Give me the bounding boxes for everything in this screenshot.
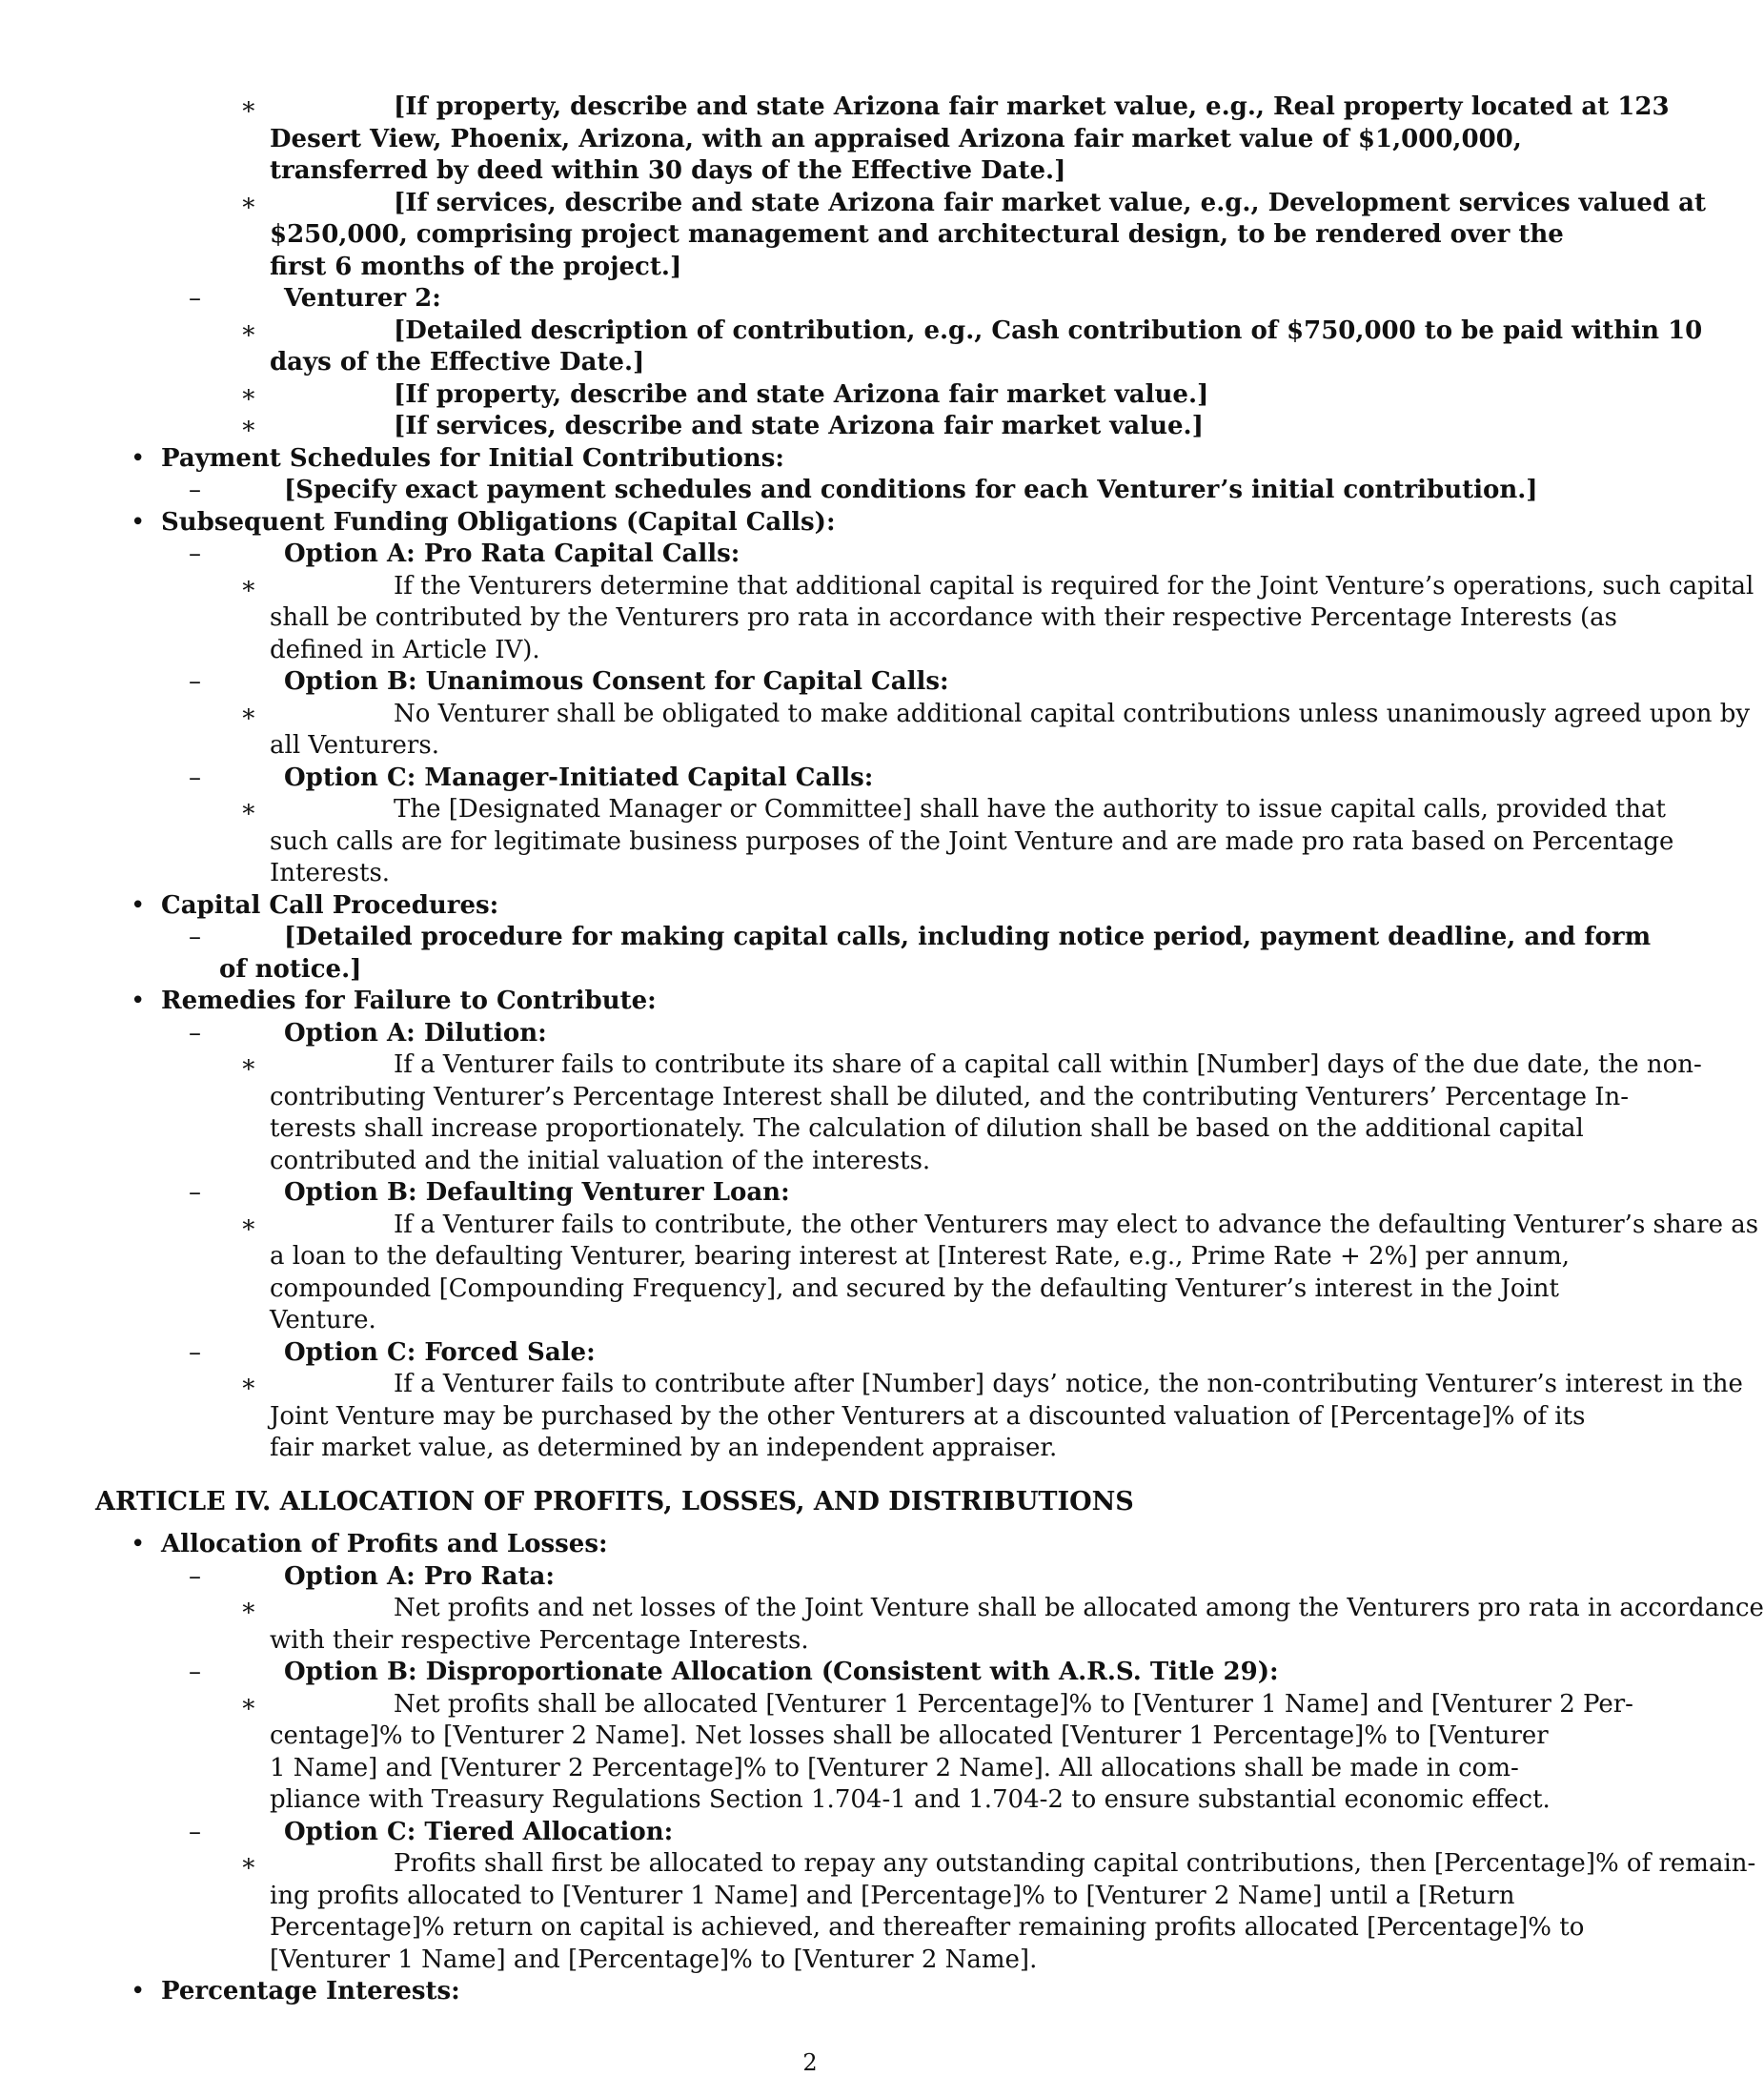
item-text: with their respective Percentage Interests. xyxy=(270,1625,809,1655)
item-text: Option C: Manager-Initiated Capital Calls: xyxy=(284,763,874,792)
list-item xyxy=(95,1177,1525,1210)
item-text: Venturer 2: xyxy=(284,284,441,313)
page-number: 2 xyxy=(802,2049,818,2076)
list-item xyxy=(95,1369,1743,1401)
item-text: Option A: Pro Rata: xyxy=(284,1561,555,1591)
dash-marker: – xyxy=(189,667,201,696)
item-text: [Detailed procedure for making capital calls, including notice period, payment deadline, and form xyxy=(284,923,1652,951)
bullet-marker: • xyxy=(131,507,146,537)
item-text: contributed and the initial valuation of the interests. xyxy=(270,1146,931,1175)
item-text: a loan to the defaulting Venturer, bearing interest at [Interest Rate, e.g., Prime Rate + 2%] per annum, xyxy=(270,1242,1571,1271)
item-text: Joint Venture may be purchased by the other Venturers at a discounted valuation of [Percentage]% of its xyxy=(270,1401,1586,1431)
list-item xyxy=(95,1561,1525,1594)
dash-marker: – xyxy=(189,540,201,568)
dash-marker: – xyxy=(189,763,201,792)
item-text: first 6 months of the project.] xyxy=(270,252,682,281)
list-item xyxy=(95,1976,1525,2008)
item-text: fair market value, as determined by an independent appraiser. xyxy=(270,1434,1058,1462)
item-text: ing profits allocated to [Venturer 1 Name] and [Percentage]% to [Venturer 2 Name] until a [Return xyxy=(270,1881,1515,1910)
item-text: terests shall increase proportionately. The calculation of dilution shall be based on the additional capital xyxy=(270,1114,1584,1143)
item-text: [Venturer 1 Name] and [Percentage]% to [Venturer 2 Name]. xyxy=(270,1944,1038,1974)
bullet-marker: • xyxy=(131,443,146,473)
item-text: If the Venturers determine that additional capital is required for the Joint Venture’s operations, such capital xyxy=(394,571,1754,601)
item-text: Percentage]% return on capital is achieved, and thereafter remaining profits allocated [Percentage]% to xyxy=(270,1913,1585,1942)
list-item xyxy=(95,411,1525,443)
article-heading: ARTICLE IV. ALLOCATION OF PROFITS, LOSSES, AND DISTRIBUTIONS xyxy=(95,1486,1134,1517)
list-item xyxy=(95,92,1670,124)
item-text: Profits shall first be allocated to repay any outstanding capital contributions, then [Percentage]% of remain- xyxy=(394,1849,1756,1878)
dash-marker: – xyxy=(189,1658,201,1686)
item-text: centage]% to [Venturer 2 Name]. Net losses shall be allocated [Venturer 1 Percentage]% to [Venturer xyxy=(270,1721,1549,1750)
star-marker: ∗ xyxy=(240,571,257,601)
item-text: Net profits and net losses of the Joint Venture shall be allocated among the Venturers pro rata in accordance xyxy=(394,1594,1764,1622)
item-text: If a Venturer fails to contribute after [Number] days’ notice, the non-contributing Venturer’s interest in the xyxy=(394,1370,1743,1398)
list-item xyxy=(95,1529,1525,1561)
list-item xyxy=(95,1210,1759,1242)
list-item xyxy=(95,890,1525,923)
star-marker: ∗ xyxy=(240,795,257,824)
list-item xyxy=(95,1848,1756,1881)
list-item xyxy=(95,1689,1633,1721)
item-text: shall be contributed by the Venturers pro rata in accordance with their respective Percentage Interests (as xyxy=(270,603,1617,632)
bullet-marker: • xyxy=(131,1530,146,1558)
item-text: Net profits shall be allocated [Venturer 1 Percentage]% to [Venturer 1 Name] and [Venturer 2 Per- xyxy=(394,1689,1633,1719)
star-marker: ∗ xyxy=(240,1689,257,1719)
list-item xyxy=(95,475,1538,507)
list-item xyxy=(95,443,1525,476)
dash-marker: – xyxy=(189,1018,201,1048)
item-text: Option A: Dilution: xyxy=(284,1018,547,1048)
item-text: [If property, describe and state Arizona fair market value, e.g., Real property located at 123 xyxy=(394,92,1670,121)
list-item xyxy=(95,507,1525,540)
star-marker: ∗ xyxy=(240,1050,257,1079)
item-text: Percentage Interests: xyxy=(161,1977,460,2005)
dash-marker: – xyxy=(189,1561,201,1591)
item-text: No Venturer shall be obligated to make additional capital contributions unless unanimously agreed upon by xyxy=(394,699,1751,728)
list-item xyxy=(95,1657,1525,1689)
dash-marker: – xyxy=(189,284,201,313)
list-item xyxy=(95,794,1666,826)
item-text: Desert View, Phoenix, Arizona, with an appraised Arizona fair market value of $1,000,000, xyxy=(270,124,1522,153)
item-text: defined in Article IV). xyxy=(270,635,540,664)
bullet-marker: • xyxy=(131,987,146,1015)
star-marker: ∗ xyxy=(240,412,257,440)
dash-marker: – xyxy=(189,1178,201,1207)
dash-marker: – xyxy=(189,923,201,951)
list-item xyxy=(95,986,1525,1018)
item-text: pliance with Treasury Regulations Section 1.704-1 and 1.704-2 to ensure substantial economic effect. xyxy=(270,1785,1551,1814)
list-item xyxy=(95,763,1525,795)
dash-marker: – xyxy=(189,1337,201,1367)
item-text: such calls are for legitimate business purposes of the Joint Venture and are made pro rata based on Percentage xyxy=(270,826,1674,856)
item-text: $250,000, comprising project management and architectural design, to be rendered over the xyxy=(270,220,1564,249)
list-item xyxy=(95,666,1525,699)
item-text: [If services, describe and state Arizona fair market value.] xyxy=(394,412,1204,440)
item-text: [If services, describe and state Arizona fair market value, e.g., Development services valued at xyxy=(394,188,1707,217)
list-item xyxy=(95,1337,1525,1370)
list-item xyxy=(95,1049,1702,1082)
item-text: If a Venturer fails to contribute its share of a capital call within [Number] days of the due date, the non- xyxy=(394,1050,1702,1079)
item-text: Option B: Disproportionate Allocation (Consistent with A.R.S. Title 29): xyxy=(284,1658,1279,1686)
item-text: contributing Venturer’s Percentage Interest shall be diluted, and the contributing Venturers’ Percentage In- xyxy=(270,1082,1630,1111)
item-text: Remedies for Failure to Contribute: xyxy=(161,987,657,1015)
list-item xyxy=(95,1593,1764,1625)
list-item xyxy=(95,571,1754,603)
list-item xyxy=(95,539,1525,571)
list-item xyxy=(95,922,1652,954)
list-item xyxy=(95,188,1707,220)
bullet-marker: • xyxy=(131,1977,146,2005)
item-text: If a Venturer fails to contribute, the other Venturers may elect to advance the defaulting Venturer’s share as xyxy=(394,1210,1759,1239)
star-marker: ∗ xyxy=(240,1370,257,1398)
item-text: [Detailed description of contribution, e.g., Cash contribution of $750,000 to be paid within 10 xyxy=(394,316,1703,345)
star-marker: ∗ xyxy=(240,316,257,345)
item-text: Option C: Forced Sale: xyxy=(284,1337,596,1367)
item-text: Subsequent Funding Obligations (Capital Calls): xyxy=(161,507,836,537)
star-marker: ∗ xyxy=(240,1594,257,1622)
item-text: Option B: Unanimous Consent for Capital Calls: xyxy=(284,667,949,696)
star-marker: ∗ xyxy=(240,699,257,728)
item-text: Payment Schedules for Initial Contributions: xyxy=(161,443,784,473)
star-marker: ∗ xyxy=(240,1210,257,1239)
item-text: Option C: Tiered Allocation: xyxy=(284,1817,674,1846)
item-text: The [Designated Manager or Committee] shall have the authority to issue capital calls, provided that xyxy=(394,795,1666,824)
item-text: [If property, describe and state Arizona fair market value.] xyxy=(394,379,1209,409)
star-marker: ∗ xyxy=(240,92,257,121)
star-marker: ∗ xyxy=(240,379,257,409)
item-text: Capital Call Procedures: xyxy=(161,890,499,920)
list-item xyxy=(95,283,1525,316)
item-text: [Specify exact payment schedules and conditions for each Venturer’s initial contribution.] xyxy=(284,476,1538,504)
list-item xyxy=(95,1018,1525,1050)
item-text: of notice.] xyxy=(219,954,362,984)
document-page xyxy=(95,92,1764,2008)
item-text: days of the Effective Date.] xyxy=(270,348,645,377)
item-text: transferred by deed within 30 days of the Effective Date.] xyxy=(270,156,1066,185)
star-marker: ∗ xyxy=(240,1849,257,1878)
item-text: Option B: Defaulting Venturer Loan: xyxy=(284,1178,790,1207)
list-item xyxy=(95,1817,1525,1849)
dash-marker: – xyxy=(189,476,201,504)
item-text: Allocation of Profits and Losses: xyxy=(161,1530,608,1558)
item-text: all Venturers. xyxy=(270,731,439,760)
item-text: compounded [Compounding Frequency], and secured by the defaulting Venturer’s interest in the Joint xyxy=(270,1273,1559,1303)
item-text: Interests. xyxy=(270,859,391,887)
list-item xyxy=(95,316,1703,348)
dash-marker: – xyxy=(189,1817,201,1846)
item-text: 1 Name] and [Venturer 2 Percentage]% to [Venturer 2 Name]. All allocations shall be made in com- xyxy=(270,1753,1519,1782)
star-marker: ∗ xyxy=(240,188,257,217)
list-item xyxy=(95,379,1525,412)
item-text: Option A: Pro Rata Capital Calls: xyxy=(284,540,740,568)
item-text: Venture. xyxy=(270,1306,376,1334)
bullet-marker: • xyxy=(131,890,146,920)
list-item xyxy=(95,699,1751,731)
